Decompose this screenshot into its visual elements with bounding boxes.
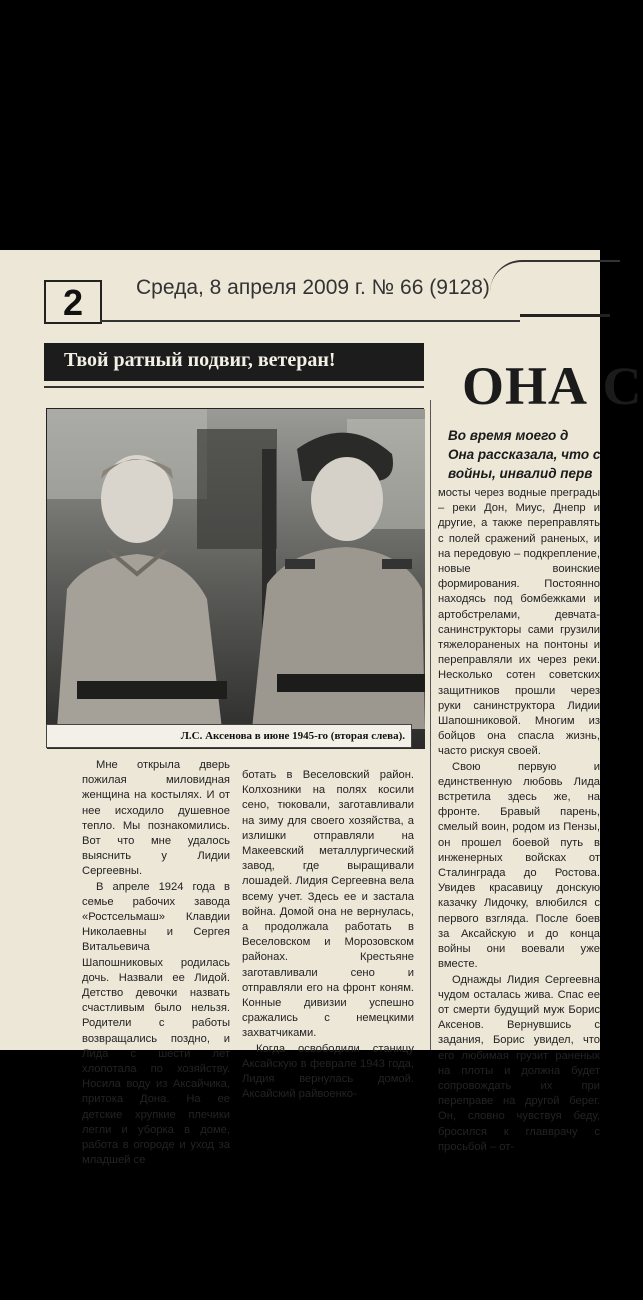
header-rule-right xyxy=(520,314,610,317)
newspaper-page xyxy=(0,250,643,1167)
paragraph: Мне открыла дверь пожилая миловидная женщина на костылях. И от нее исходило душевное тепло. Мы познакомились. Вот что мне удалось выяснить у Лидии Сергеевны. xyxy=(82,759,230,878)
paragraph: Свою первую и единственную любовь Лида встретила здесь же, на фронте. Бравый парень, смелый воин, родом из Пензы, он прошел боевой путь в инженерных войсках от Сталинграда до Ростова. Увидев красавицу донскую казачку Лидочку, влюбился с первого взгляда. После боев за Аксайскую и до конца войны они воевали уже вместе. xyxy=(438,760,600,971)
text-column-3 xyxy=(438,486,600,1155)
rubric-rule xyxy=(44,386,424,388)
article-photo xyxy=(46,408,424,748)
column-divider xyxy=(430,400,431,1050)
photo-illustration xyxy=(47,409,425,749)
lede-line-2: Она рассказала, что с xyxy=(448,447,601,462)
text-column-2 xyxy=(242,768,414,1102)
paragraph: ботать в Веселовский район. Колхозники на полях косили сено, тюковали, заготавливали на зиму для своего хозяйства, а излишки отправляли на Макеевский металлургический завод, где выращивали лошадей. Лидия Сергеевна вела всему учет. Здесь ее и застала война. Домой она не вернулась, а продолжала работать в Веселовском и Морозовском районах. Крестьяне заготавливали сено и отправляли его на фронт коням. Конные дивизии успешно сражались с немецкими захватчиками. xyxy=(242,769,414,1040)
page-number: 2 xyxy=(44,280,102,324)
lede-line-3: войны, инвалид перв xyxy=(448,466,593,481)
article-lede xyxy=(448,426,608,483)
header-rule xyxy=(100,320,520,322)
rubric-banner xyxy=(44,343,424,381)
paragraph: В апреле 1924 года в семье рабочих завода «Ростсельмаш» Клавдии Николаевны и Сергея Витальевича Шапошниковых родилась дочь. Назвали ее Лидой. Детство девочки назвать счастливым было нельзя. Родители с работы возвращались поздно, и Лида с шести лет хлопотала по хозяйству. Носила воду из Аксайчика, притока Дона. На ее детские хрупкие плечики легли и уборка в доме, работа в огороде и уход за младшей се xyxy=(82,880,230,1167)
rubric-title: Твой ратный подвиг, ветеран! xyxy=(64,349,336,371)
article-headline: ОНА С xyxy=(462,356,643,416)
paragraph: Однажды Лидия Сергеевна чудом осталась жива. Спас ее от смерти будущий муж Борис Аксенов. Вернувшись с задания, Борис увидел, что его любимая грузит раненых на плоты и должна будет сопровождать их при переправе на другой берег. Он, словно чувствуя беду, бросился к главврачу с просьбой – от- xyxy=(438,973,600,1153)
dateline: Среда, 8 апреля 2009 г. № 66 (9128) xyxy=(136,276,490,299)
paragraph: мосты через водные преграды – реки Дон, Миус, Днепр и другие, а также переправлять с полей сражений раненых, и на передовую – подкрепление, новые воинские формирования. Постоянно находясь под бомбежками и артобстрелами, девчата-санинструкторы сами грузили тяжелораненых на понтоны и переправляли их через реки. Несколько сотен советских защитников прошли через руки санинструктора Лидии Шапошниковой. Многим из бойцов она спасла жизнь, часто рискуя своей. xyxy=(438,487,600,758)
paragraph: Когда освободили станицу Аксайскую в феврале 1943 года, Лидия вернулась домой. Аксайский райвоенко- xyxy=(242,1042,414,1101)
photo-caption: Л.С. Аксенова в июне 1945-го (вторая слева). xyxy=(46,724,412,748)
text-column-1 xyxy=(82,758,230,1168)
lede-line-1: Во время моего д xyxy=(448,428,569,443)
header-curve-decoration xyxy=(490,260,620,292)
